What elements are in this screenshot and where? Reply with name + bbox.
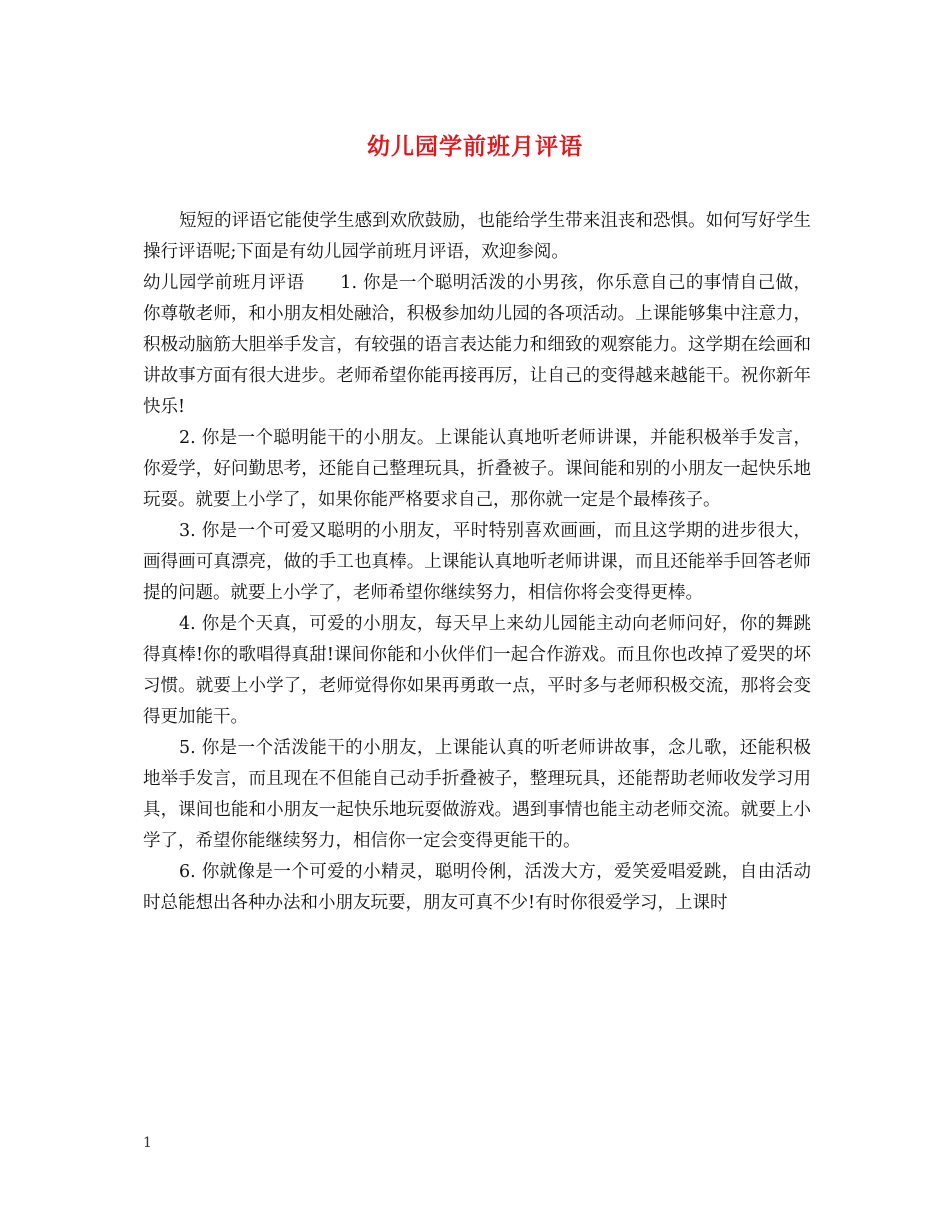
document-body	[143, 206, 811, 919]
page-number: 1	[143, 1135, 152, 1151]
document-title: 幼儿园学前班月评语	[367, 133, 583, 160]
paragraph-comment-3: 3. 你是一个可爱又聪明的小朋友，平时特别喜欢画画，而且这学期的进步很大，画得画可真漂亮，做的手工也真棒。上课能认真地听老师讲课，而且还能举手回答老师提的问题。就要上小学了，老师希望你继续努力，相信你将会变得更棒。	[143, 521, 811, 603]
paragraph-intro: 短短的评语它能使学生感到欢欣鼓励，也能给学生带来沮丧和恐惧。如何写好学生操行评语呢;下面是有幼儿园学前班月评语，欢迎参阅。	[143, 211, 811, 262]
paragraph-comment-4: 4. 你是个天真，可爱的小朋友，每天早上来幼儿园能主动向老师问好，你的舞跳得真棒!你的歌唱得真甜!课间你能和小伙伴们一起合作游戏。而且你也改掉了爱哭的坏习惯。就要上小学了，老师觉得你如果再勇敢一点，平时多与老师积极交流，那将会变得更加能干。	[143, 614, 811, 727]
paragraph-comment-5: 5. 你是一个活泼能干的小朋友，上课能认真的听老师讲故事，念儿歌，还能积极地举手发言，而且现在不但能自己动手折叠被子，整理玩具，还能帮助老师收发学习用具，课间也能和小朋友一起快乐地玩耍做游戏。遇到事情也能主动老师交流。就要上小学了，希望你能继续努力，相信你一定会变得更能干的。	[143, 738, 811, 851]
paragraph-comment-2: 2. 你是一个聪明能干的小朋友。上课能认真地听老师讲课，并能积极举手发言，你爱学，好问勤思考，还能自己整理玩具，折叠被子。课间能和别的小朋友一起快乐地玩耍。就要上小学了，如果你能严格要求自己，那你就一定是个最棒孩子。	[143, 428, 811, 510]
paragraph-comment-1: 幼儿园学前班月评语 1. 你是一个聪明活泼的小男孩，你乐意自己的事情自己做，你尊敬老师，和小朋友相处融洽，积极参加幼儿园的各项活动。上课能够集中注意力，积极动脑筋大胆举手发言，有较强的语言表达能力和细致的观察能力。这学期在绘画和讲故事方面有很大进步。老师希望你能再接再厉，让自己的变得越来越能干。祝你新年快乐!	[143, 273, 811, 417]
paragraph-comment-6: 6. 你就像是一个可爱的小精灵，聪明伶俐，活泼大方，爱笑爱唱爱跳，自由活动时总能想出各种办法和小朋友玩要，朋友可真不少!有时你很爱学习，上课时	[143, 862, 811, 913]
